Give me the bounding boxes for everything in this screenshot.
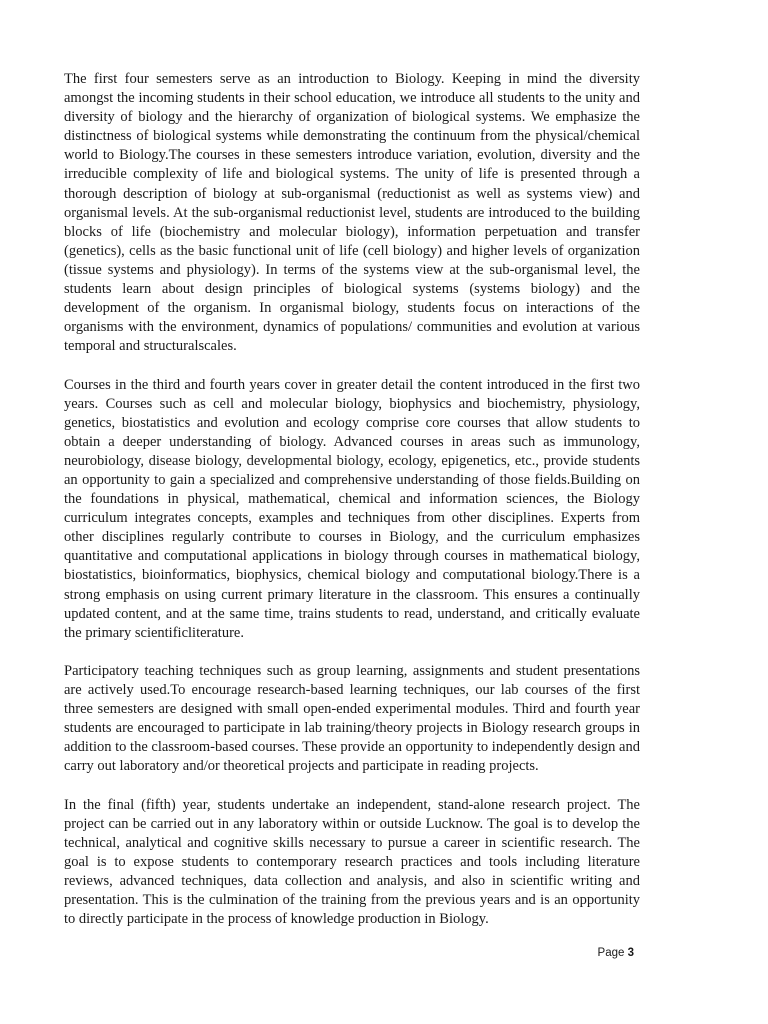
paragraph-third-fourth-years: Courses in the third and fourth years cover in greater detail the content introduced in the first two years. Courses such as cell and molecular biology, biophysics and biochemistry, physiology, genetics, biostatistics and evolution and ecology comprise core courses that allow students to obtain a deeper understanding of biology. Advanced courses in areas such as immunology, neurobiology, disease biology, developmental biology, ecology, epigenetics, etc., provide students an opportunity to gain a specialized and comprehensive understanding of those fields.Building on the foundations in physical, mathematical, chemical and information sciences, the Biology curriculum integrates concepts, examples and techniques from other disciplines. Experts from other disciplines regularly contribute to courses in Biology, and the curriculum emphasizes quantitative and computational applications in biology through courses in mathematical biology, biostatistics, bioinformatics, biophysics, chemical biology and computational biology.There is a strong emphasis on using current primary literature in the classroom. This ensures a continually updated content, and at the same time, trains students to read, understand, and critically evaluate the primary scientificliterature. bbox=[64, 376, 640, 641]
paragraph-intro-semesters: The first four semesters serve as an introduction to Biology. Keeping in mind the diversity amongst the incoming students in their school education, we introduce all students to the unity and diversity of biology and the hierarchy of organization of biological systems. We emphasize the distinctness of biological systems while demonstrating the continuum from the physical/chemical world to Biology.The courses in these semesters introduce variation, evolution, diversity and the irreducible complexity of life and biological systems. The unity of life is presented through a thorough description of biology at sub-organismal (reductionist as well as systems view) and organismal levels. At the sub-organismal reductionist level, students are introduced to the building blocks of life (biochemistry and molecular biology), information perpetuation and transfer (genetics), cells as the basic functional unit of life (cell biology) and higher levels of organization (tissue systems and physiology). In terms of the systems view at the sub-organismal level, the students learn about design principles of biological systems (systems biology) and the development of the organism. In organismal biology, students focus on interactions of the organisms with the environment, dynamics of populations/ communities and evolution at various temporal and structuralscales. bbox=[64, 71, 640, 355]
paragraph-teaching-techniques: Participatory teaching techniques such as group learning, assignments and student presentations are actively used.To encourage research-based learning techniques, our lab courses of the first three semesters are designed with small open-ended experimental modules. Third and fourth year students are encouraged to participate in lab training/theory projects in Biology research groups in addition to the classroom-based courses. These provide an opportunity to independently design and carry out laboratory and/or theoretical projects and participate in reading projects. bbox=[64, 662, 640, 775]
page-label: Page bbox=[597, 947, 625, 959]
paragraph-final-year: In the final (fifth) year, students undertake an independent, stand-alone research project. The project can be carried out in any laboratory within or outside Lucknow. The goal is to develop the technical, analytical and cognitive skills necessary to pursue a career in scientific research. The goal is to expose students to contemporary research practices and tools including literature reviews, advanced techniques, data collection and analysis, and also in scientific writing and presentation. This is the culmination of the training from the previous years and is an opportunity to directly participate in the process of knowledge production in Biology. bbox=[64, 796, 640, 928]
page-footer bbox=[0, 947, 634, 959]
page-number: 3 bbox=[627, 947, 634, 959]
document-body bbox=[64, 70, 640, 948]
